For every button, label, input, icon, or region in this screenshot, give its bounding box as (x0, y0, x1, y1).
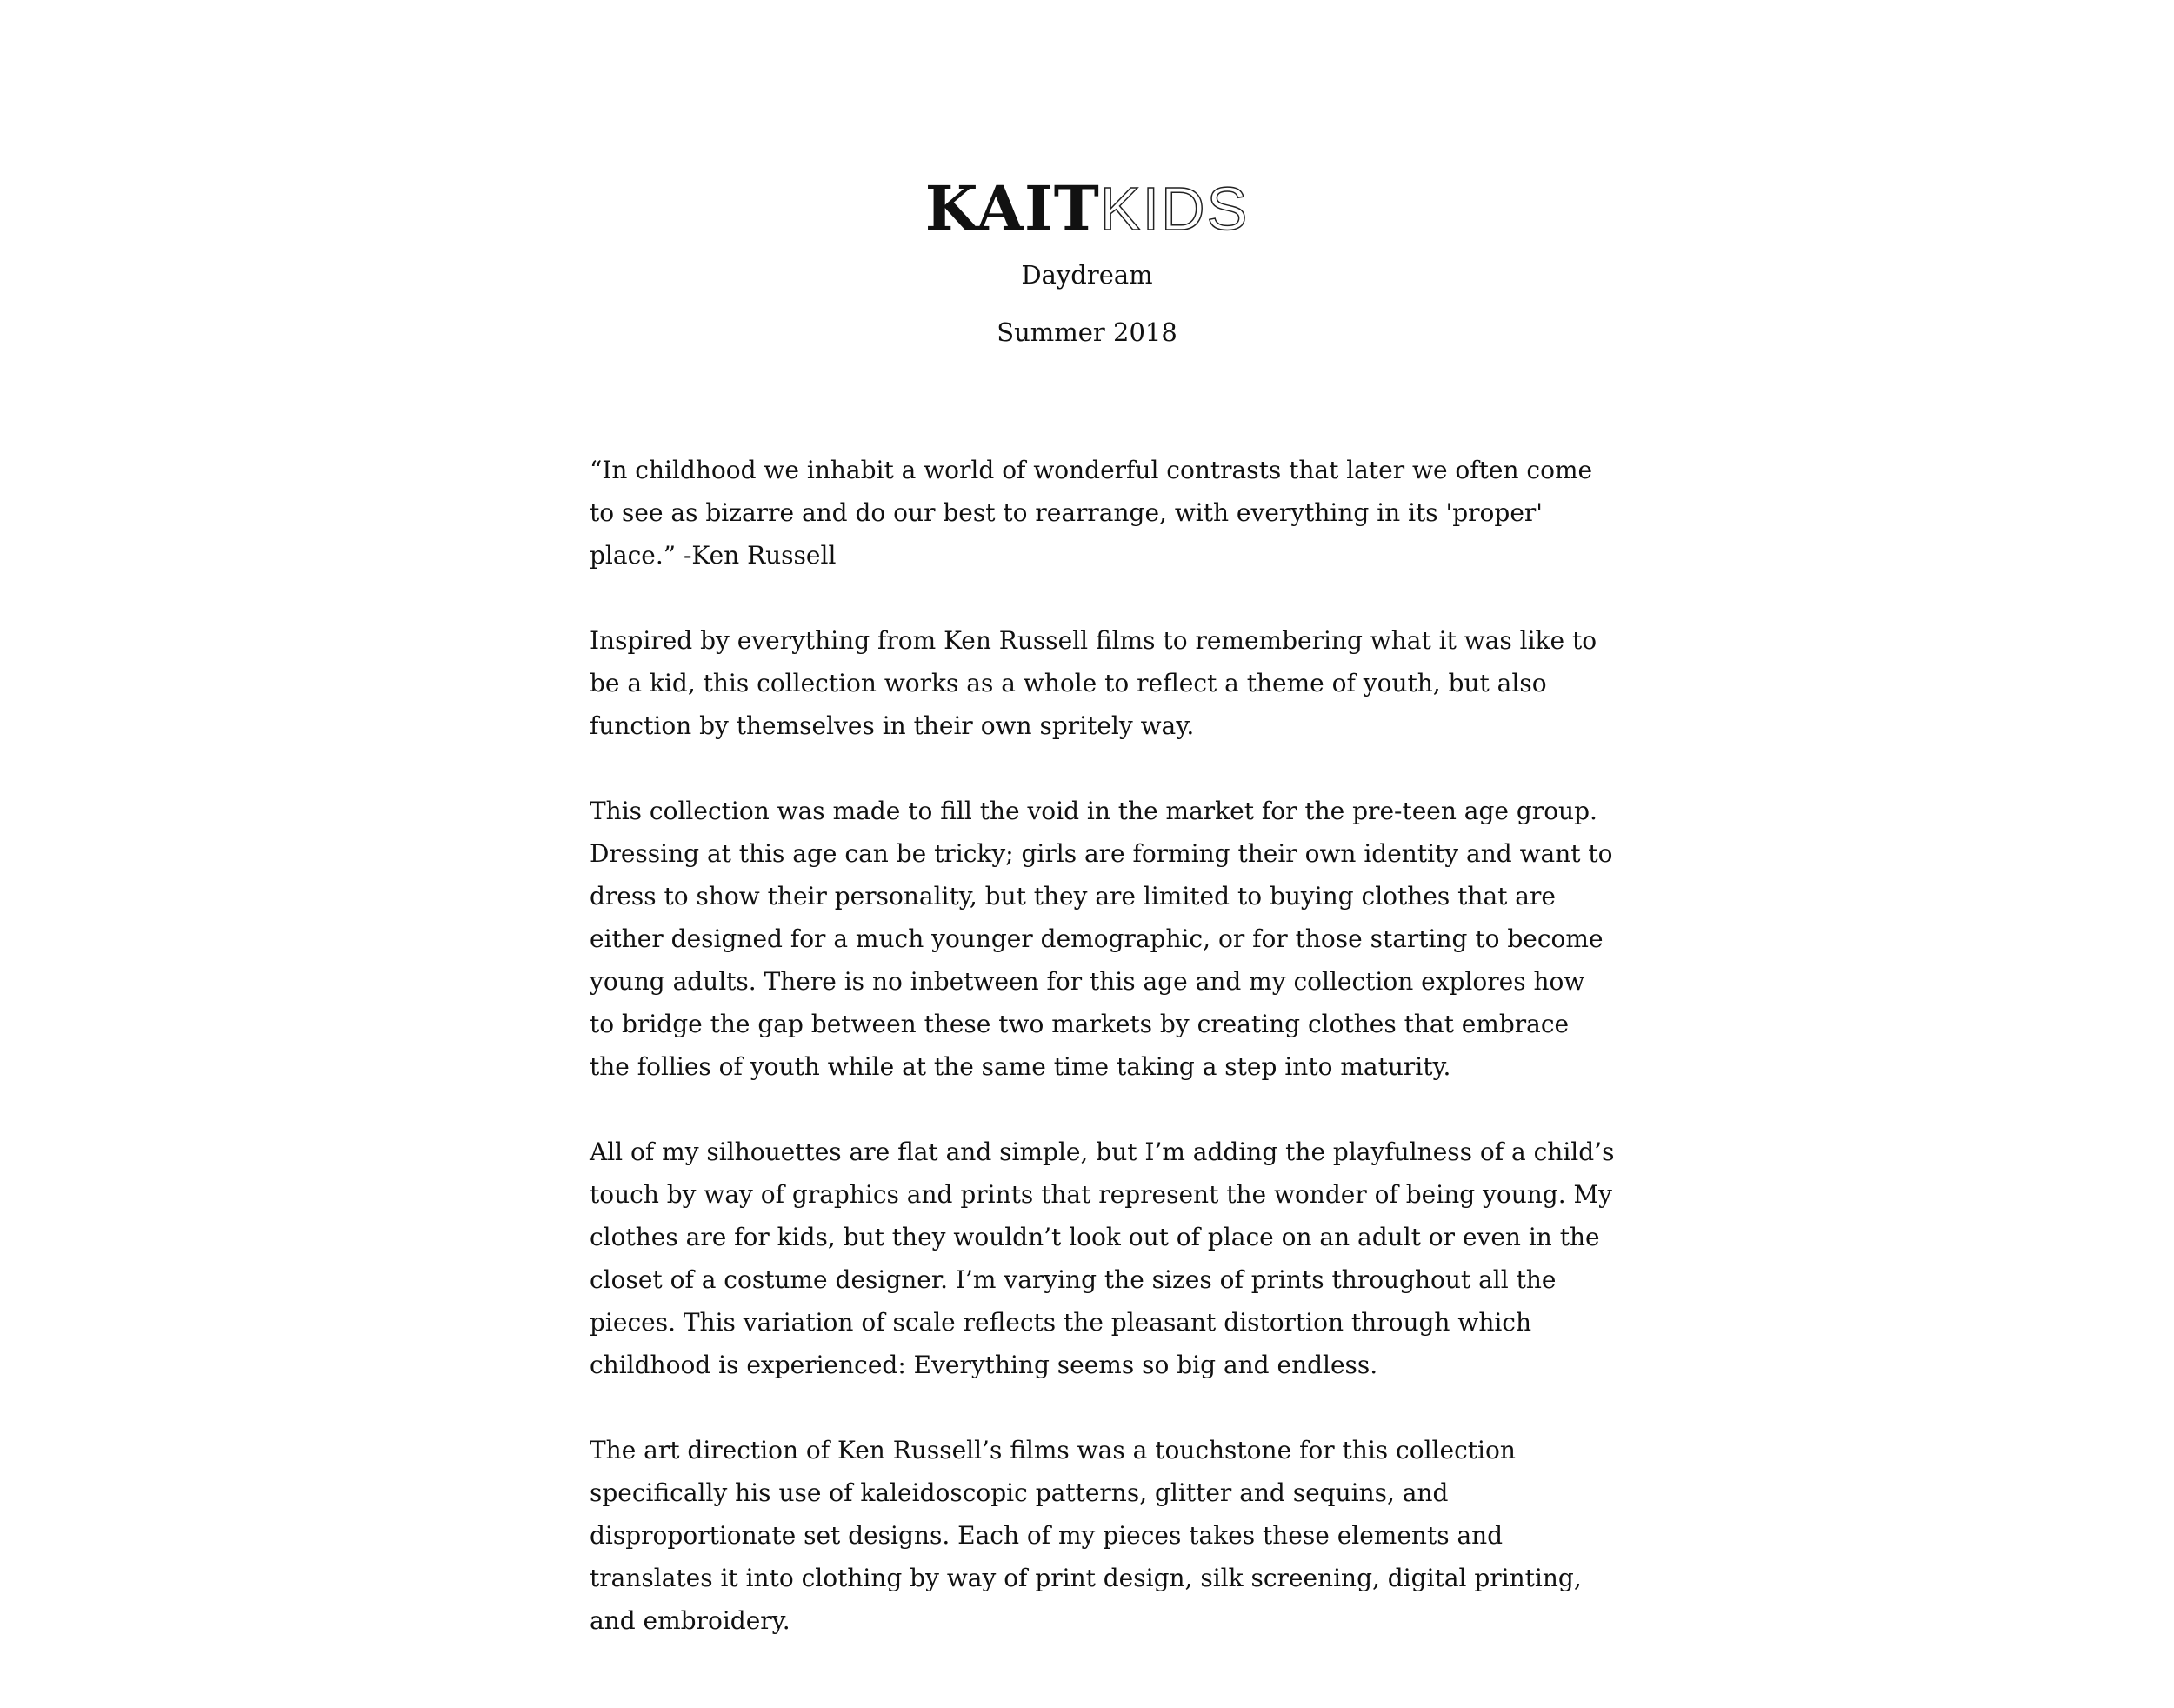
page-header (0, 174, 2174, 350)
brand-logo-light: KIDS (1099, 175, 1250, 243)
collection-name: Daydream (1021, 260, 1153, 290)
quote-paragraph: “In childhood we inhabit a world of wonderful contrasts that later we often come to see as bizarre and do our best to rearrange, with everything in its 'proper' place.” -Ken Russell (590, 456, 1593, 570)
body-text (590, 449, 1616, 1685)
art-direction-paragraph: The art direction of Ken Russell’s films was a touchstone for this collection specifically his use of kaleidoscopic patterns, glitter and sequins, and disproportionate set designs. Each of my pieces takes these elements and translates it into clothing by way of print design, silk screening, digital printing, and embroidery. (590, 1436, 1582, 1635)
market-paragraph: This collection was made to fill the void in the market for the pre-teen age group. Dressing at this age can be tricky; girls are forming their own identity and want to dress to show their personality, but they are limited to buying clothes that are either designed for a much younger demographic, or for those starting to become young adults. There is no inbetween for this age and my collection explores how to bridge the gap between these two markets by creating clothes that embrace the follies of youth while at the same time taking a step into maturity. (590, 797, 1613, 1081)
brand-logo-bold: KAIT (924, 172, 1100, 244)
silhouettes-paragraph: All of my silhouettes are flat and simple, but I’m adding the playfulness of a child’s touch by way of graphics and prints that represent the wonder of being young. My clothes are for kids, but they wouldn’t look out of place on an adult or even in the closet of a costume designer. I’m varying the sizes of prints throughout all the pieces. This variation of scale reflects the pleasant distortion through which childhood is experienced: Everything seems so big and endless. (590, 1138, 1615, 1379)
inspiration-paragraph: Inspired by everything from Ken Russell films to remembering what it was like to be a kid, this collection works as a whole to reflect a theme of youth, but also function by themselves in their own spritely way. (590, 626, 1597, 740)
brand-logo (925, 174, 1250, 245)
collection-season: Summer 2018 (997, 317, 1177, 347)
